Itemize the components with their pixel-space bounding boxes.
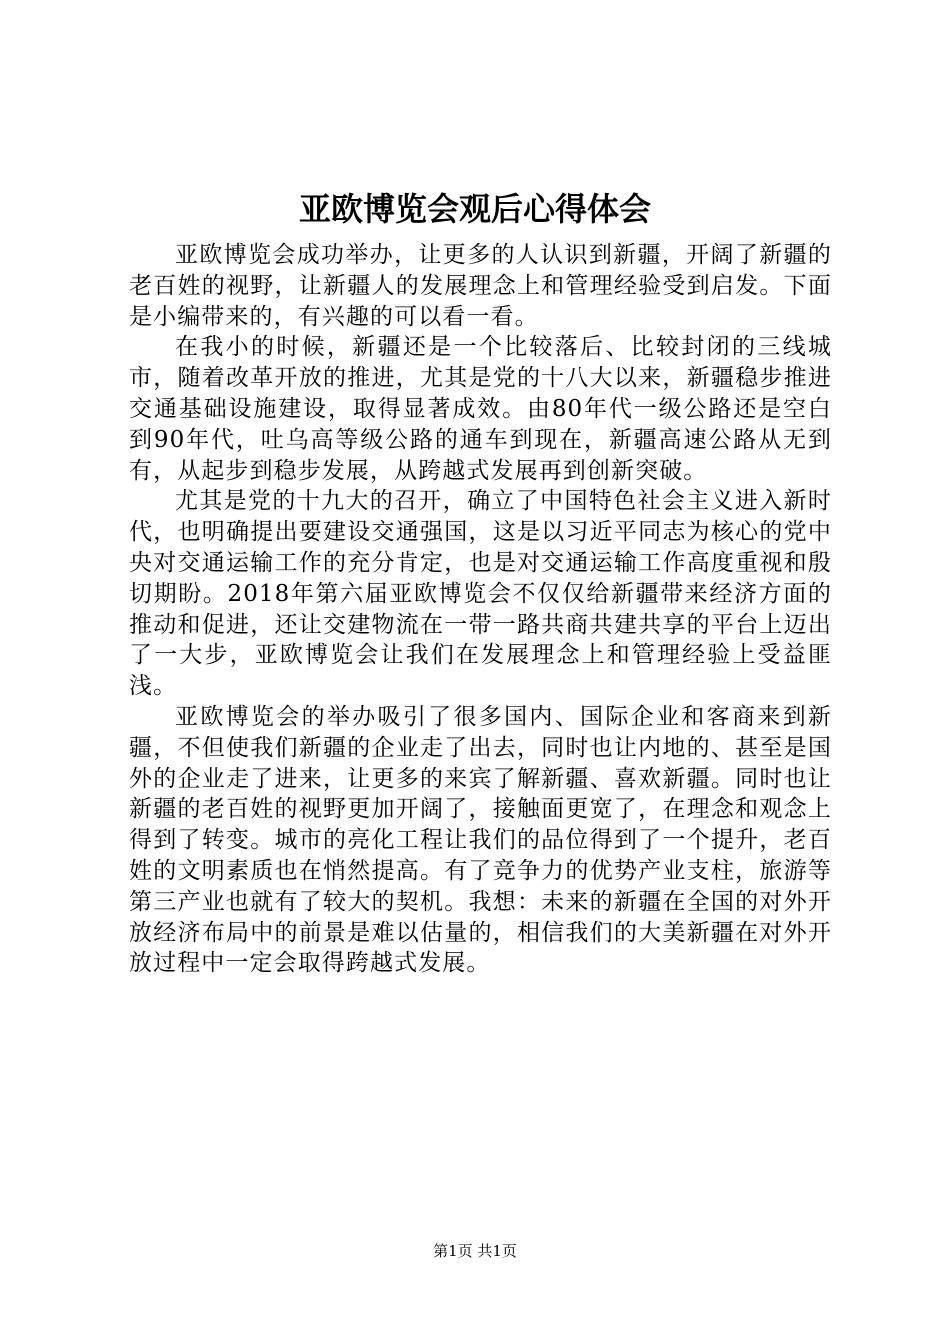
document-body (129, 240, 832, 979)
paragraph-3: 尤其是党的十九大的召开，确立了中国特色社会主义进入新时代，也明确提出要建设交通强国，这是以习近平同志为核心的党中央对交通运输工作的充分肯定，也是对交通运输工作高度重视和殷切期盼。2018年第六届亚欧博览会不仅仅给新疆带来经济方面的推动和促进，还让交建物流在一带一路共商共建共享的平台上迈出了一大步，亚欧博览会让我们在发展理念上和管理经验上受益匪浅。 (129, 488, 832, 700)
paragraph-1: 亚欧博览会成功举办，让更多的人认识到新疆，开阔了新疆的老百姓的视野，让新疆人的发展理念上和管理经验受到启发。下面是小编带来的，有兴趣的可以看一看。 (129, 242, 832, 330)
paragraph-4: 亚欧博览会的举办吸引了很多国内、国际企业和客商来到新疆，不但使我们新疆的企业走了出去，同时也让内地的、甚至是国外的企业走了进来，让更多的来宾了解新疆、喜欢新疆。同时也让新疆的老百姓的视野更加开阔了，接触面更宽了，在理念和观念上得到了转变。城市的亮化工程让我们的品位得到了一个提升，老百姓的文明素质也在悄然提高。有了竞争力的优势产业支柱，旅游等第三产业也就有了较大的契机。我想：未来的新疆在全国的对外开放经济布局中的前景是难以估量的，相信我们的大美新疆在对外开放过程中一定会取得跨越式发展。 (129, 703, 832, 977)
page-footer: 第1页 共1页 (433, 1242, 517, 1260)
paragraph-2: 在我小的时候，新疆还是一个比较落后、比较封闭的三线城市，随着改革开放的推进，尤其是党的十八大以来，新疆稳步推进交通基础设施建设，取得显著成效。由80年代一级公路还是空白到90年代，吐乌高等级公路的通车到现在，新疆高速公路从无到有，从起步到稳步发展，从跨越式发展再到创新突破。 (129, 334, 832, 484)
document-title: 亚欧博览会观后心得体会 (298, 190, 651, 228)
